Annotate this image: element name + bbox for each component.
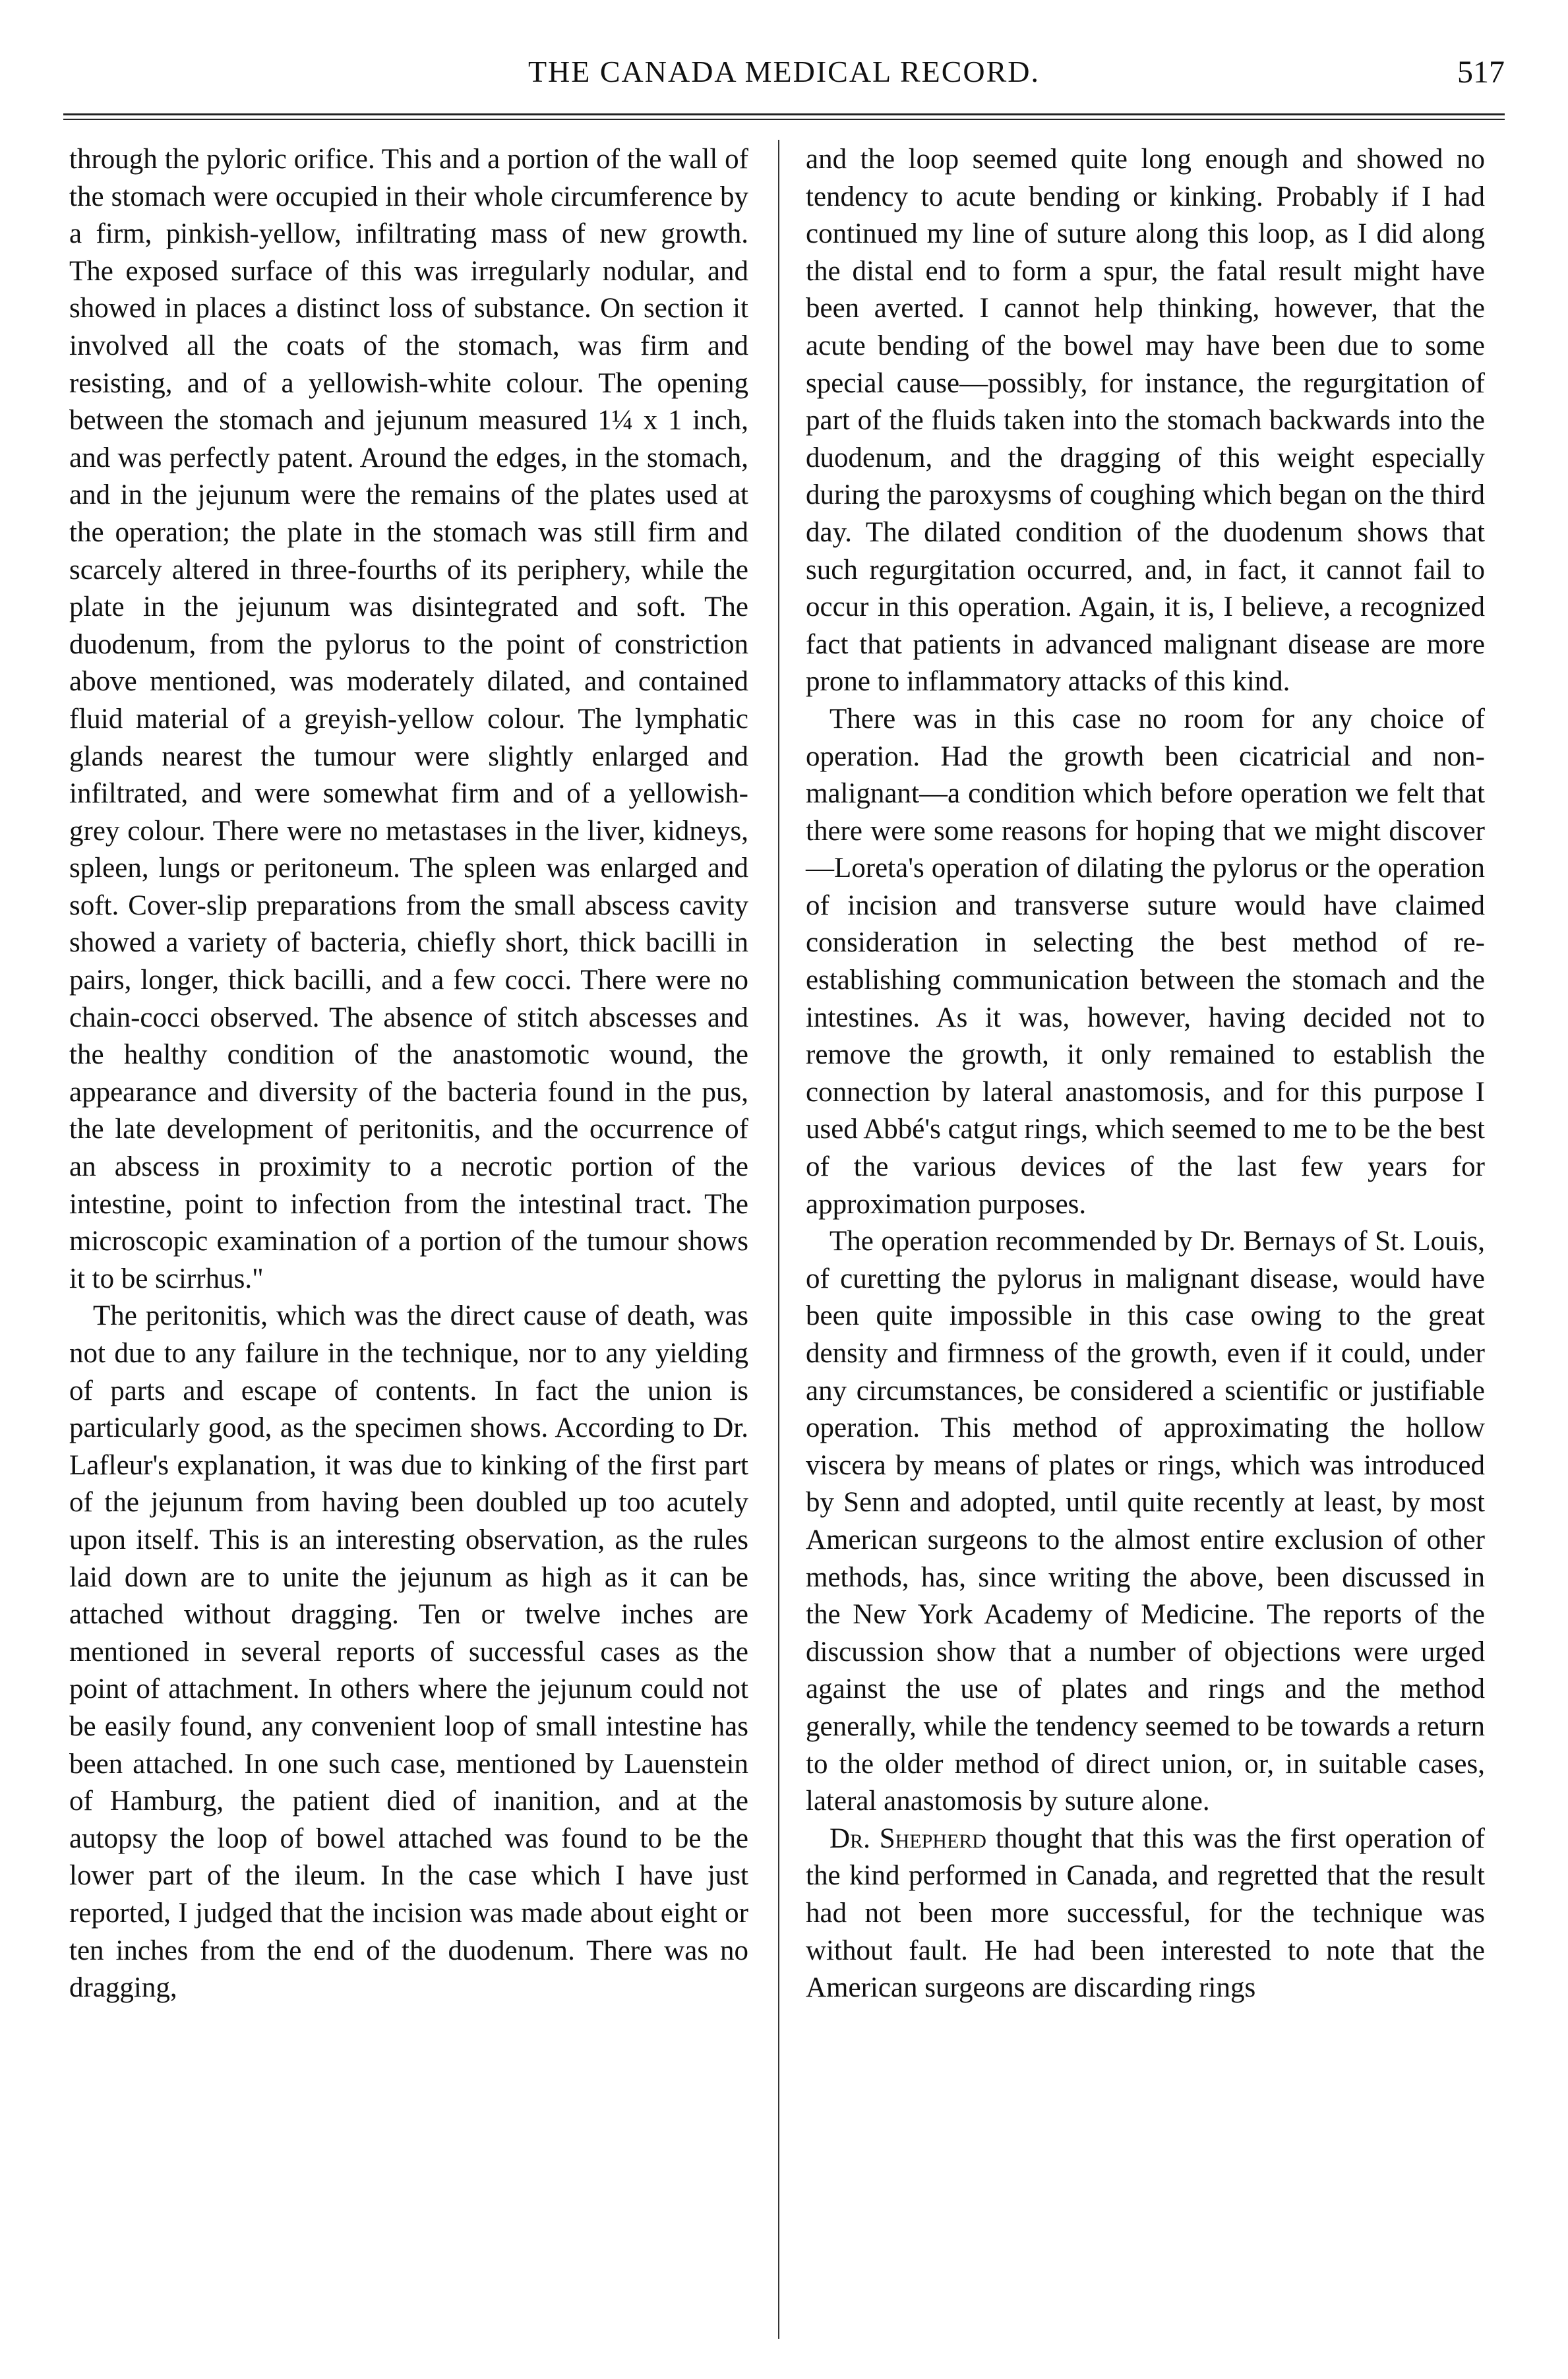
column-divider <box>778 140 779 2339</box>
page-header <box>63 47 1505 107</box>
paragraph-text: thought that this was the first operation of the kind performed in Canada, and regretted that the result had not been more successful, for the technique was without fault. He had been interested to note that the American surgeons are discarding rings <box>806 1822 1485 2004</box>
page-number: 517 <box>1457 55 1505 90</box>
left-column <box>69 141 748 2007</box>
paragraph <box>806 1821 1485 2007</box>
header-rule <box>63 113 1505 115</box>
paragraph: and the loop seemed quite long enough and showed no tendency to acute bending or kinking. Probably if I had continued my line of suture along this loop, as I did along the distal end to form a spur, the fatal result might have been averted. I cannot help thinking, however, that the acute bending of the bowel may have been due to some special cause—possibly, for instance, the regurgitation of part of the fluids taken into the stomach backwards into the duodenum, and the dragging of this weight especially during the paroxysms of coughing which began on the third day. The dilated condition of the duodenum shows that such regurgitation occurred, and, in fact, it cannot fail to occur in this operation. Again, it is, I believe, a recognized fact that patients in advanced malignant disease are more prone to inflammatory attacks of this kind. <box>806 144 1485 698</box>
paragraph: There was in this case no room for any choice of operation. Had the growth been cicatricial and non-malignant—a condition which before operation we felt that there were some reasons for hoping that we might discover—Loreta's operation of dilating the pylorus or the operation of incision and transverse suture would have claimed consideration in selecting the best method of re-establishing communication between the stomach and the intestines. As it was, however, having decided not to remove the growth, it only remained to establish the connection by lateral anastomosis, and for this purpose I used Abbé's catgut rings, which seemed to me to be the best of the various devices of the last few years for approximation purposes. <box>806 703 1485 1220</box>
paragraph: through the pyloric orifice. This and a portion of the wall of the stomach were occupied in their whole circumference by a firm, pinkish-yellow, infiltrating mass of new growth. The exposed surface of this was irregularly nodular, and showed in places a distinct loss of substance. On section it involved all the coats of the stomach, was firm and resisting, and of a yellowish-white colour. The opening between the stomach and jejunum measured 1¼ x 1 inch, and was perfectly patent. Around the edges, in the stomach, and in the jejunum were the remains of the plates used at the operation; the plate in the stomach was still firm and scarcely altered in three-fourths of its periphery, while the plate in the jejunum was disintegrated and soft. The duodenum, from the pylorus to the point of constriction above mentioned, was moderately dilated, and contained fluid material of a greyish-yellow colour. The lymphatic glands nearest the tumour were slightly enlarged and infiltrated, and were somewhat firm and of a yellowish-grey colour. There were no metastases in the liver, kidneys, spleen, lungs or peritoneum. The spleen was enlarged and soft. Cover-slip preparations from the small abscess cavity showed a variety of bacteria, chiefly short, thick bacilli in pairs, longer, thick bacilli, and a few cocci. There were no chain-cocci observed. The absence of stitch abscesses and the healthy condition of the anastomotic wound, the appearance and diversity of the bacteria found in the pus, the late development of peritonitis, and the occurrence of an abscess in proximity to a necrotic portion of the intestine, point to infection from the intestinal tract. The microscopic examination of a portion of the tumour shows it to be scirrhus." <box>69 144 748 1294</box>
speaker-name: Dr. Shepherd <box>829 1822 986 1854</box>
right-column <box>806 141 1485 2007</box>
paragraph: The peritonitis, which was the direct cause of death, was not due to any failure in the technique, nor to any yielding of parts and escape of contents. In fact the union is particularly good, as the specimen shows. According to Dr. Lafleur's explanation, it was due to kinking of the first part of the jejunum from having been doubled up too acutely upon itself. This is an interesting observation, as the rules laid down are to unite the jejunum as high as it can be attached without dragging. Ten or twelve inches are mentioned in several reports of successful cases as the point of attachment. In others where the jejunum could not be easily found, any convenient loop of small intestine has been attached. In one such case, mentioned by Lauenstein of Hamburg, the patient died of inanition, and at the autopsy the loop of bowel attached was found to be the lower part of the ileum. In the case which I have just reported, I judged that the incision was made about eight or ten inches from the end of the duodenum. There was no dragging, <box>69 1300 748 2004</box>
running-title: THE CANADA MEDICAL RECORD. <box>528 55 1040 88</box>
paragraph: The operation recommended by Dr. Bernays of St. Louis, of curetting the pylorus in malignant disease, would have been quite impossible in this case owing to the great density and firmness of the growth, even if it could, under any circumstances, be considered a scientific or justifiable operation. This method of approximating the hollow viscera by means of plates or rings, which was introduced by Senn and adopted, until quite recently at least, by most American surgeons to the almost entire exclusion of other methods, has, since writing the above, been discussed in the New York Academy of Medicine. The reports of the discussion show that a number of objections were urged against the use of plates and rings and the method generally, while the tendency seemed to be towards a return to the older method of direct union, or, in suitable cases, lateral anastomosis by suture alone. <box>806 1226 1485 1817</box>
header-rule-thin <box>63 119 1505 120</box>
